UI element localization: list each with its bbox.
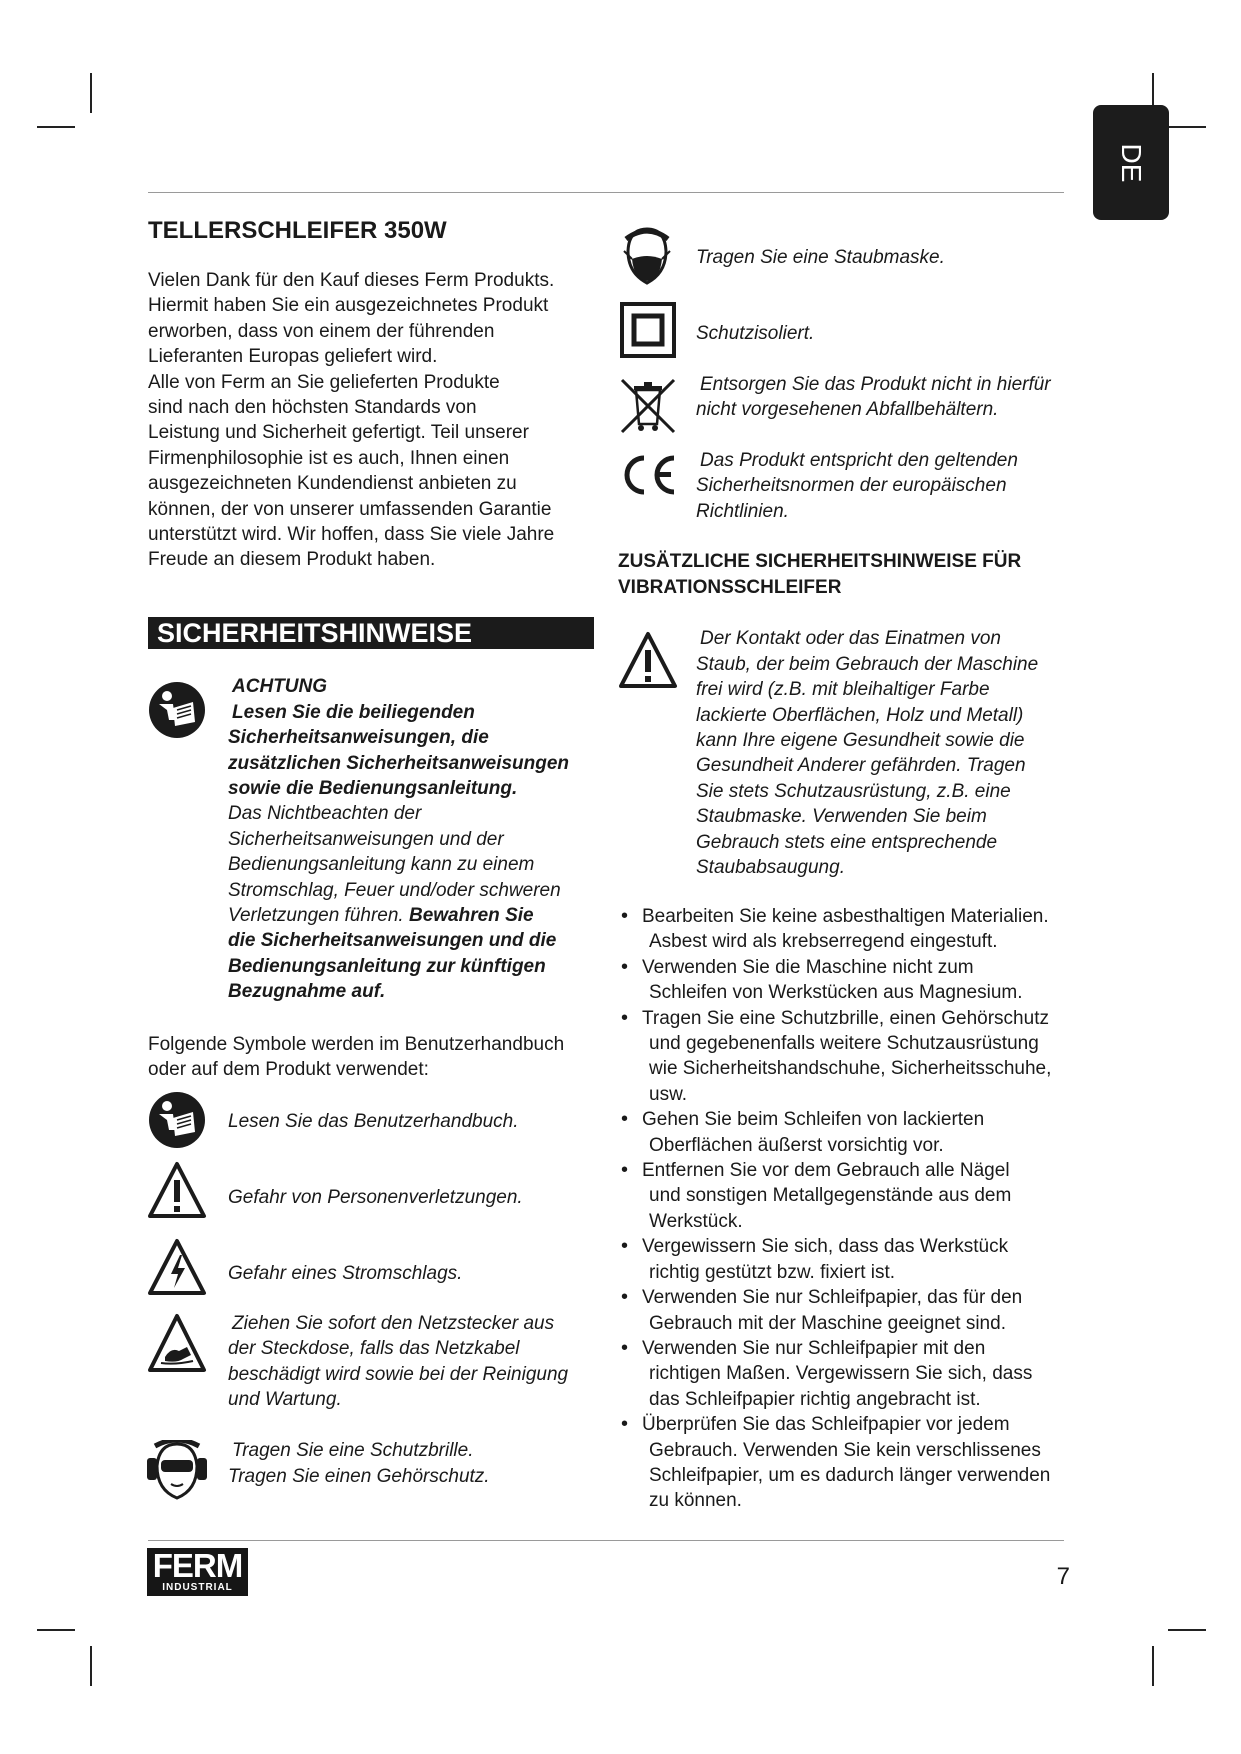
- bullet-text: richtigen Maßen. Vergewissern Sie sich, dass: [649, 1363, 1033, 1385]
- bullet-text: Verwenden Sie die Maschine nicht zum: [642, 956, 974, 978]
- list-item: [618, 1285, 1078, 1336]
- list-item: [618, 1006, 1078, 1108]
- bullet-text: Verwenden Sie nur Schleifpapier, das für den: [642, 1287, 1023, 1309]
- dust-warning-line: Staubmaske. Verwenden Sie beim: [696, 806, 987, 827]
- dust-warning-line: frei wird (z.B. mit bleihaltiger Farbe: [696, 679, 990, 700]
- double-insulation-icon: [620, 302, 676, 358]
- list-item: [618, 1336, 1078, 1412]
- bullet-text: Schleifen von Werkstücken aus Magnesium.: [649, 982, 1023, 1004]
- list-item: [618, 955, 1078, 1006]
- symbol-description: Tragen Sie eine Staubmaske.: [696, 247, 945, 268]
- dust-warning-line: Gesundheit Anderer gefährden. Tragen: [696, 755, 1026, 776]
- electric-shock-icon: [147, 1238, 207, 1296]
- list-item: [618, 1412, 1078, 1514]
- warning-line: Bedienungsanleitung kann zu einem: [228, 854, 535, 875]
- document-title: TELLERSCHLEIFER 350W: [148, 217, 447, 244]
- bullet-text: Überprüfen Sie das Schleifpapier vor jedem: [642, 1414, 1010, 1436]
- crossed-bin-icon: [618, 376, 678, 436]
- bullet-text: Bearbeiten Sie keine asbesthaltigen Materialien.: [642, 906, 1049, 927]
- symbols-intro-line: Folgende Symbole werden im Benutzerhandbuch: [148, 1034, 565, 1055]
- bullet-text: Verwenden Sie nur Schleifpapier mit den: [642, 1337, 986, 1359]
- symbol-description: und Wartung.: [228, 1389, 342, 1410]
- logo-main-text: FERM: [152, 1547, 243, 1584]
- bullet-text: Gehen Sie beim Schleifen von lackierten: [642, 1109, 985, 1131]
- read-manual-icon: [147, 680, 207, 740]
- list-item: [618, 904, 1078, 955]
- dust-warning-line: Der Kontakt oder das Einatmen von: [700, 628, 1002, 649]
- warning-line: Das Nichtbeachten der: [228, 803, 422, 824]
- symbol-description: Richtlinien.: [696, 501, 789, 522]
- symbol-description: Ziehen Sie sofort den Netzstecker aus: [232, 1313, 555, 1334]
- intro-line: Lieferanten Europas geliefert wird.: [148, 346, 438, 367]
- bullet-text: und gegebenenfalls weitere Schutzausrüstung: [649, 1033, 1039, 1055]
- warning-heading: ACHTUNG: [232, 676, 327, 697]
- bullet-text: Schleifpapier, um es dadurch länger verwenden: [649, 1464, 1051, 1486]
- bullet-text: Oberflächen äußerst vorsichtig vor.: [649, 1134, 944, 1156]
- symbol-description: Das Produkt entspricht den geltenden: [700, 450, 1018, 471]
- crop-mark: [1152, 1646, 1154, 1686]
- bullet-text: zu können.: [649, 1490, 742, 1512]
- symbols-intro-line: oder auf dem Produkt verwendet:: [148, 1059, 429, 1080]
- warning-line: zusätzlichen Sicherheitsanweisungen: [228, 753, 570, 774]
- intro-line: Hiermit haben Sie ein ausgezeichnetes Produkt: [148, 295, 549, 316]
- bullet-text: das Schleifpapier richtig angebracht ist.: [649, 1388, 981, 1410]
- language-label: DE: [1116, 143, 1147, 182]
- dust-warning-line: Gebrauch stets eine entsprechende: [696, 832, 998, 853]
- section-banner: [148, 617, 594, 649]
- language-tab: [1093, 105, 1169, 220]
- crop-mark: [90, 1646, 92, 1686]
- symbol-description: der Steckdose, falls das Netzkabel: [228, 1338, 520, 1359]
- warning-text: Verletzungen führen.: [228, 905, 409, 926]
- bullet-text: Vergewissern Sie sich, dass das Werkstück: [642, 1236, 1009, 1258]
- bullet-text: usw.: [649, 1083, 688, 1105]
- warning-line: Sicherheitsanweisungen und der: [228, 829, 504, 850]
- dust-warning-line: Sie stets Schutzausrüstung, z.B. eine: [696, 781, 1011, 802]
- list-item: [618, 1158, 1078, 1234]
- unplug-icon: [147, 1313, 207, 1373]
- section-title: SICHERHEITSHINWEISE: [157, 618, 473, 648]
- logo-sub-text: INDUSTRIAL: [162, 1582, 233, 1593]
- symbol-description: Sicherheitsnormen der europäischen: [696, 475, 1007, 496]
- warning-triangle-icon: [618, 631, 678, 689]
- symbol-description: Tragen Sie eine Schutzbrille.: [232, 1440, 474, 1461]
- list-item: [618, 1107, 1078, 1158]
- intro-line: erworben, dass von einem der führenden: [148, 321, 495, 342]
- bullet-text: Asbest wird als krebserregend eingestuft.: [649, 931, 998, 953]
- intro-line: Alle von Ferm an Sie gelieferten Produkte: [148, 372, 500, 393]
- intro-line: unterstützt wird. Wir hoffen, dass Sie viele Jahre: [148, 524, 555, 545]
- page-number: 7: [1056, 1563, 1070, 1590]
- bullet-text: wie Sicherheitshandschuhe, Sicherheitsschuhe,: [649, 1058, 1052, 1080]
- ce-mark-icon: [618, 452, 680, 498]
- bullet-text: Gebrauch mit der Maschine geeignet sind.: [649, 1312, 1006, 1334]
- dust-warning-line: Staubabsaugung.: [696, 857, 845, 878]
- bullet-text: und sonstigen Metallgegenstände aus dem: [649, 1185, 1012, 1207]
- subheading: VIBRATIONSSCHLEIFER: [618, 577, 842, 598]
- intro-line: sind nach den höchsten Standards von: [148, 397, 477, 418]
- warning-line: die Sicherheitsanweisungen und die: [228, 930, 557, 951]
- warning-text-bold: Bewahren Sie: [408, 905, 534, 926]
- dust-warning-line: kann Ihre eigene Gesundheit sowie die: [696, 730, 1025, 751]
- warning-line: Sicherheitsanweisungen, die: [228, 727, 489, 748]
- warning-triangle-icon: [147, 1161, 207, 1219]
- dust-warning-line: lackierte Oberflächen, Holz und Metall): [696, 705, 1024, 726]
- intro-line: Firmenphilosophie ist es auch, Ihnen einen: [148, 448, 510, 469]
- read-manual-icon: [147, 1090, 207, 1150]
- bullet-text: richtig gestützt bzw. fixiert ist.: [649, 1261, 896, 1283]
- symbol-description: Gefahr eines Stromschlags.: [228, 1263, 463, 1284]
- list-item: [618, 1234, 1078, 1285]
- crop-mark: [37, 126, 75, 128]
- crop-mark: [37, 1629, 75, 1631]
- dust-mask-icon: [620, 225, 674, 287]
- header-rule: [148, 192, 1064, 193]
- safety-bullet-list: [618, 904, 1078, 1514]
- intro-line: ausgezeichneten Kundendienst anbieten zu: [148, 473, 517, 494]
- subheading: ZUSÄTZLICHE SICHERHEITSHINWEISE FÜR: [618, 551, 1022, 572]
- footer-rule: [148, 1540, 1064, 1541]
- bullet-text: Entfernen Sie vor dem Gebrauch alle Nägel: [642, 1160, 1010, 1182]
- warning-line: Bedienungsanleitung zur künftigen: [228, 956, 546, 977]
- warning-line: Bezugnahme auf.: [228, 981, 386, 1002]
- warning-line: Lesen Sie die beiliegenden: [232, 702, 475, 723]
- ferm-logo: [147, 1548, 248, 1596]
- intro-line: Freude an diesem Produkt haben.: [148, 549, 436, 570]
- symbol-description: nicht vorgesehenen Abfallbehältern.: [696, 399, 999, 420]
- bullet-text: Gebrauch. Verwenden Sie kein verschlissenes: [649, 1439, 1041, 1461]
- warning-line: Stromschlag, Feuer und/oder schweren: [228, 880, 561, 901]
- symbol-description: Entsorgen Sie das Produkt nicht in hierfür: [700, 374, 1051, 395]
- symbol-description: Tragen Sie einen Gehörschutz.: [228, 1466, 490, 1487]
- bullet-text: Tragen Sie eine Schutzbrille, einen Gehörschutz: [642, 1007, 1049, 1029]
- symbol-description: Gefahr von Personenverletzungen.: [228, 1187, 523, 1208]
- symbol-description: beschädigt wird sowie bei der Reinigung: [228, 1364, 569, 1385]
- intro-line: Vielen Dank für den Kauf dieses Ferm Produkts.: [148, 270, 555, 291]
- goggles-ear-protection-icon: [145, 1440, 209, 1502]
- crop-mark: [1168, 1629, 1206, 1631]
- symbol-description: Lesen Sie das Benutzerhandbuch.: [228, 1111, 519, 1132]
- intro-line: können, der von unserer umfassenden Garantie: [148, 499, 552, 520]
- bullet-text: Werkstück.: [649, 1210, 743, 1232]
- warning-line: sowie die Bedienungsanleitung.: [228, 778, 518, 799]
- crop-mark: [1168, 126, 1206, 128]
- intro-line: Leistung und Sicherheit gefertigt. Teil unserer: [148, 422, 529, 443]
- crop-mark: [90, 73, 92, 113]
- symbol-description: Schutzisoliert.: [696, 323, 815, 344]
- warning-line: [228, 903, 534, 928]
- dust-warning-line: Staub, der beim Gebrauch der Maschine: [696, 654, 1039, 675]
